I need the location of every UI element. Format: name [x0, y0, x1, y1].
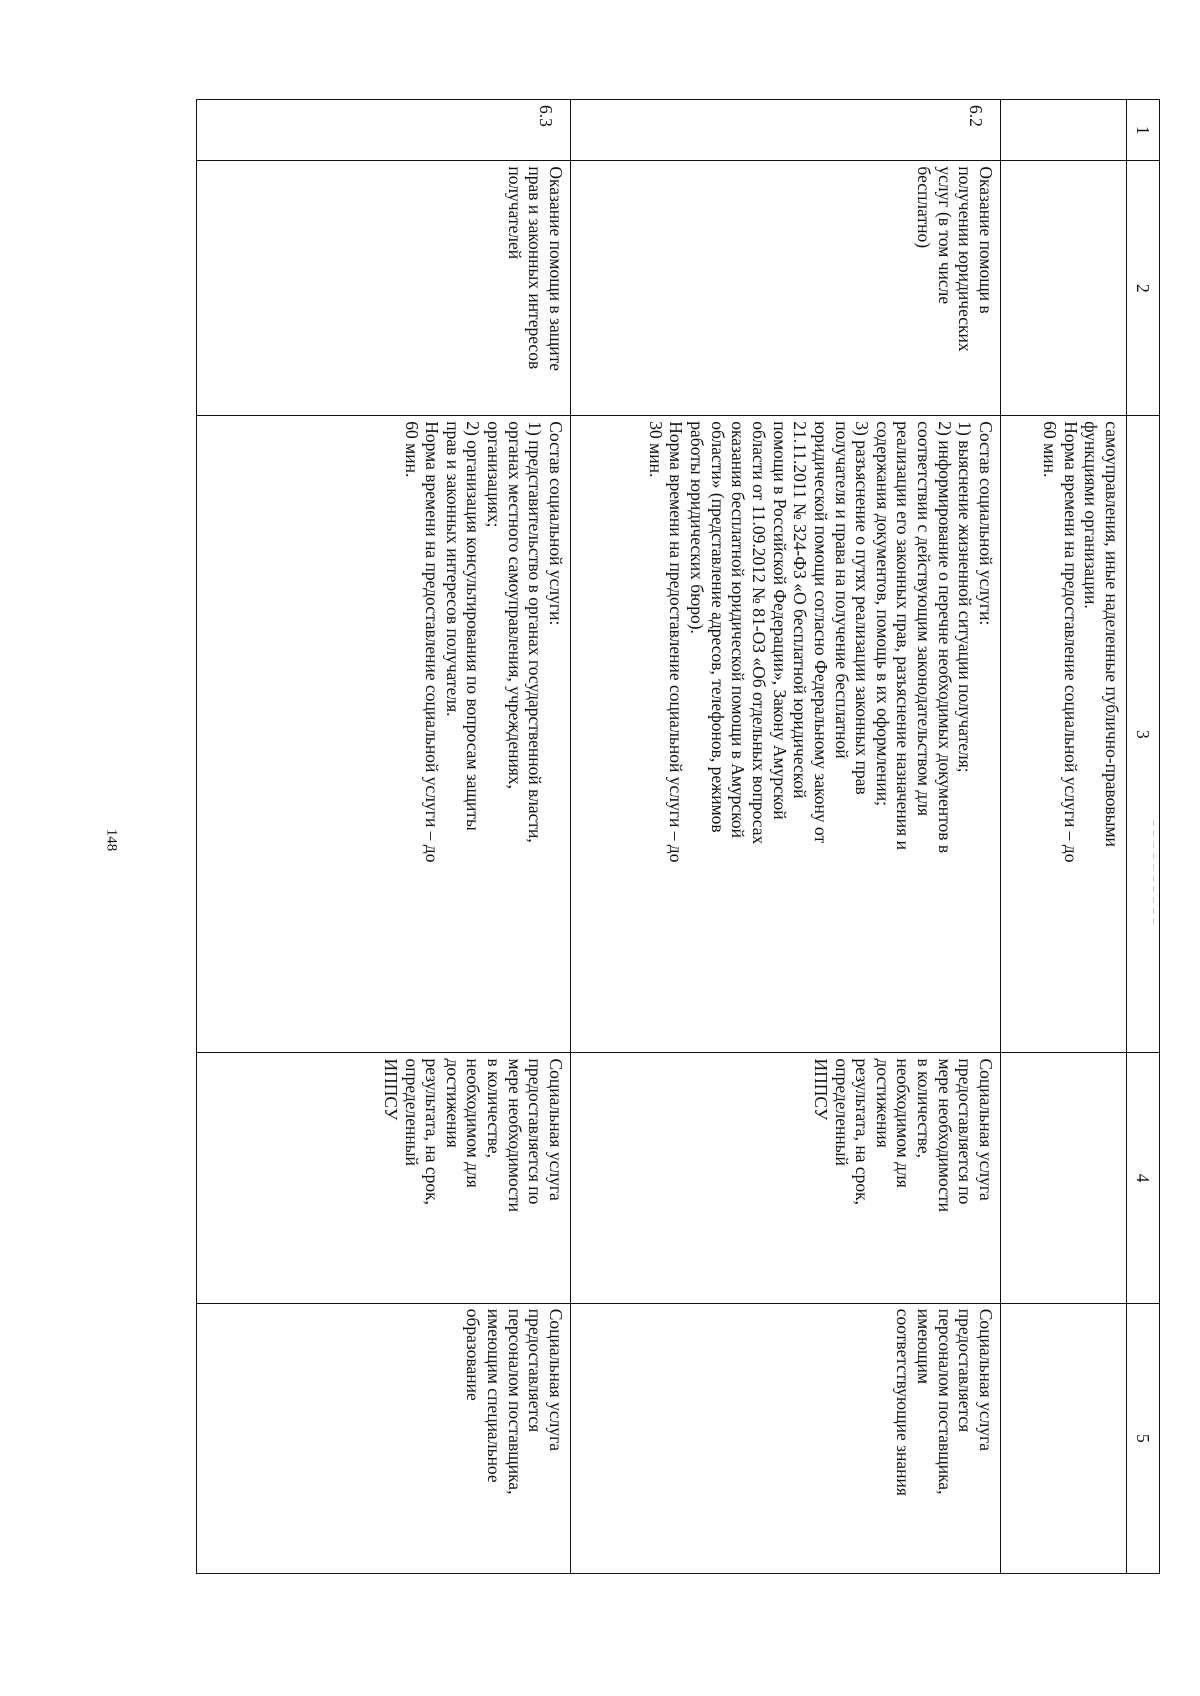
cell-text-line: имеющим	[914, 1308, 935, 1384]
cell-service-name	[571, 161, 1001, 416]
cell-text-line: мере необходимости	[504, 1058, 525, 1212]
cell-text-line: определенный	[401, 1058, 422, 1166]
cell-text-line: персоналом поставщика,	[504, 1308, 525, 1495]
cell-text-line: области» (представление адресов, телефонов, режимов	[707, 421, 728, 833]
row-number: 6.3	[536, 105, 556, 127]
cell-text-line: результата, на срок,	[852, 1058, 873, 1205]
cell-text-line: в количестве,	[914, 1058, 935, 1159]
cell-service-content	[197, 416, 571, 1053]
rotated-table-area	[196, 99, 1160, 1574]
cell-text-line: Оказание помощи в защите	[546, 166, 566, 371]
cell-text-line: образование	[463, 1308, 484, 1401]
cell-text-line: предоставляется по	[525, 1058, 546, 1205]
cell-text-line: организациях;	[484, 421, 505, 528]
cell-text-line: предоставляется	[525, 1308, 546, 1433]
cell-text-line: прав и законных интересов	[525, 166, 546, 370]
cell-text-line: услуг (в том числе	[934, 166, 955, 305]
cell-text-line: функциями организации.	[1081, 421, 1102, 609]
cell-service-name	[197, 161, 571, 416]
cell-text-line: помощи в Российской Федерации», Закону Амурской	[769, 421, 790, 820]
cell-text-line: содержания документов, помощь в их оформлении;	[872, 421, 893, 806]
page-number-text: 148	[103, 828, 120, 852]
table-rotation-wrapper	[196, 99, 1160, 1574]
cell-text-line: реализации его законных прав, разъяснение назначения и	[893, 421, 914, 850]
cell-text-line: результата, на срок,	[422, 1058, 443, 1205]
cell-text-line: Социальная услуга	[546, 1058, 566, 1201]
cell-text-line: 2) информирование о перечне необходимых документов в	[934, 421, 955, 854]
cell-text-line: персоналом поставщика,	[934, 1308, 955, 1495]
table-row	[571, 100, 1001, 1574]
cell-text-line: самоуправления, иные наделенные публично-правовыми	[1102, 421, 1122, 847]
cell-text-line: юридической помощи согласно Федеральному закону от	[810, 421, 831, 844]
cell-text-line: Социальная услуга	[976, 1308, 996, 1452]
cell-text-line: Норма времени на предоставление социальной услуги – до	[422, 421, 443, 863]
page-number	[96, 820, 126, 860]
cell-number	[1001, 100, 1127, 161]
cell-text-line: Оказание помощи в	[976, 166, 996, 314]
cell-text-line: ИППСУ	[380, 1058, 401, 1121]
column-header: 3	[1127, 416, 1160, 1053]
cell-text-line: органах местного самоуправления, учреждениях,	[504, 421, 525, 789]
cell-text-line: мере необходимости	[934, 1058, 955, 1212]
cell-text-line: получателя и права на получение бесплатной	[831, 421, 852, 759]
cell-text-line: 60 мин.	[401, 421, 422, 478]
cell-text-line: бесплатно)	[914, 166, 935, 249]
cell-conditions	[197, 1303, 571, 1573]
cell-number	[197, 100, 571, 161]
cell-text-line: прав и законных интересов получателя.	[442, 421, 463, 717]
cell-text-line: 1) представительство в органах государственной власти,	[525, 421, 546, 843]
cell-text-line: необходимом для	[463, 1058, 484, 1188]
cell-periodicity	[571, 1053, 1001, 1303]
cell-text-line: соответствующие знания	[893, 1308, 914, 1496]
column-header: 4	[1127, 1053, 1160, 1303]
column-header: 5	[1127, 1303, 1160, 1573]
row-number: 6.2	[966, 105, 986, 127]
cell-text-line: в количестве,	[484, 1058, 505, 1159]
cell-text-line: Социальная услуга	[546, 1308, 566, 1452]
cell-text-line: Состав социальной услуги:	[546, 421, 566, 626]
cell-text-line: оказания бесплатной юридической помощи в Амурской	[728, 421, 749, 838]
cell-text-line: Состав социальной услуги:	[976, 421, 996, 626]
cell-text-line: достижения	[872, 1058, 893, 1148]
cell-text-line: 2) организация консультирования по вопросам защиты	[463, 421, 484, 831]
services-table	[196, 99, 1160, 1574]
column-header: 2	[1127, 161, 1160, 416]
cell-text-line: необходимом для	[893, 1058, 914, 1188]
cell-text-line: 30 мин.	[645, 421, 666, 478]
cell-conditions	[1001, 1303, 1127, 1573]
cell-text-line: Норма времени на предоставление социальной услуги – до	[666, 421, 687, 863]
cell-text-line: 21.11.2011 № 324-ФЗ «О бесплатной юридической	[790, 421, 811, 799]
column-header: 1	[1127, 100, 1160, 161]
cell-service-name	[1001, 161, 1127, 416]
cell-text-line: имеющим специальное	[484, 1308, 505, 1483]
cell-text-line: Норма времени на предоставление социальной услуги – до	[1060, 421, 1081, 863]
cell-service-content	[1001, 416, 1127, 1053]
table-row	[197, 100, 571, 1574]
cell-text-line: получателей	[504, 166, 525, 260]
cell-periodicity	[1001, 1053, 1127, 1303]
cell-text-line: предоставляется	[955, 1308, 976, 1433]
cell-conditions	[571, 1303, 1001, 1573]
cell-text-line: достижения	[442, 1058, 463, 1148]
cell-periodicity	[197, 1053, 571, 1303]
cell-text-line: 1) выяснение жизненной ситуации получателя;	[955, 421, 976, 773]
cell-text-line: работы юридических бюро).	[687, 421, 708, 634]
table-header-row	[1127, 100, 1160, 1574]
cell-text-line: Социальная услуга	[976, 1058, 996, 1201]
cell-text-line: определенный	[831, 1058, 852, 1166]
cell-text-line: соответствии с действующим законодательством для	[914, 421, 935, 817]
cell-text-line: получении юридических	[955, 166, 976, 352]
cell-service-content	[571, 416, 1001, 1053]
cell-text-line: 60 мин.	[1040, 421, 1061, 478]
cell-text-line: предоставляется по	[955, 1058, 976, 1205]
table-row-continuation	[1001, 100, 1127, 1574]
cell-text-line: области от 11.09.2012 № 81-ОЗ «Об отдельных вопросах	[748, 421, 769, 845]
cell-text-line: 3) разъяснение о путях реализации законных прав	[852, 421, 873, 795]
cell-text-line: ИППСУ	[810, 1058, 831, 1121]
cell-number	[571, 100, 1001, 161]
